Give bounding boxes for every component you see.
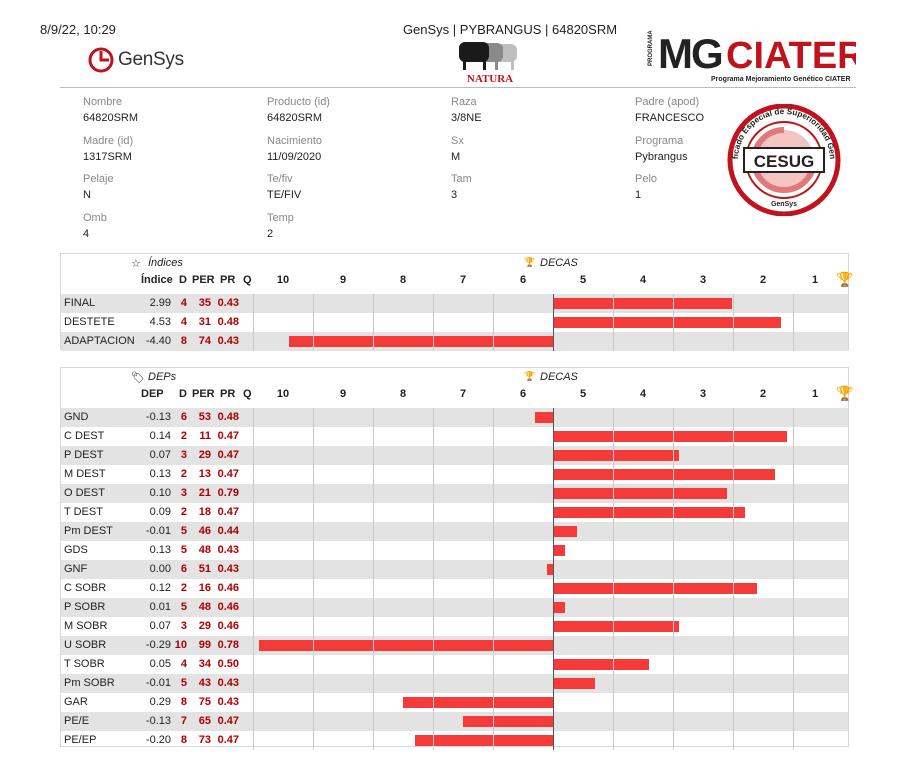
row-label: P DEST xyxy=(64,449,104,461)
row-label: P SOBR xyxy=(64,601,106,613)
deca-header: 9 xyxy=(339,274,347,286)
table-row xyxy=(61,427,848,446)
row-label: DESTETE xyxy=(64,316,115,328)
cell-per: 11 xyxy=(199,430,211,442)
table-row xyxy=(61,674,848,693)
info-label: Tam xyxy=(451,173,472,185)
grid-line xyxy=(793,408,794,750)
deca-bar xyxy=(553,545,565,556)
column-header: PR xyxy=(220,388,236,400)
cell-pr: 0.46 xyxy=(217,582,239,594)
row-label: PE/E xyxy=(64,715,90,727)
deca-bar xyxy=(553,488,727,499)
info-label: Pelaje xyxy=(83,173,114,185)
info-label: Nacimiento xyxy=(267,134,323,147)
info-field xyxy=(635,135,688,163)
info-label: Sx xyxy=(451,134,464,147)
deca-header: 4 xyxy=(639,388,647,400)
cell-d: 5 xyxy=(180,525,187,537)
gold-trophy-icon: 🏆 xyxy=(836,385,854,401)
row-label: U SOBR xyxy=(64,639,107,651)
info-field xyxy=(83,135,133,163)
info-value: TE/FIV xyxy=(267,189,302,201)
column-header: PER xyxy=(192,388,215,400)
info-label: Raza xyxy=(451,96,477,108)
info-label: Nombre xyxy=(83,96,123,108)
grid-line xyxy=(553,294,554,351)
deca-header: 8 xyxy=(399,388,407,400)
info-field xyxy=(451,135,464,163)
cell-pr: 0.46 xyxy=(217,620,239,632)
info-field xyxy=(267,135,322,163)
column-header: Índice xyxy=(141,274,173,286)
deca-header: 10 xyxy=(276,274,290,286)
info-field xyxy=(267,96,330,124)
cell-d: 2 xyxy=(180,430,187,442)
deca-header: 2 xyxy=(759,388,767,400)
cell-d: 4 xyxy=(180,658,187,670)
info-field xyxy=(451,96,482,124)
table-row xyxy=(61,541,848,560)
cell-d: 2 xyxy=(180,506,187,518)
section-label: DEPs xyxy=(148,371,177,383)
ciater-programa: PROGRAMA xyxy=(648,30,654,66)
cell-per: 65 xyxy=(198,715,211,727)
cell-per: 31 xyxy=(198,316,211,328)
cell-per: 51 xyxy=(198,563,211,575)
deca-bar xyxy=(553,298,732,309)
grid-line xyxy=(733,408,734,750)
cell-value: 0.13 xyxy=(149,544,171,556)
cell-value: -0.13 xyxy=(145,411,171,423)
grid-line xyxy=(373,294,374,351)
gold-trophy-icon: 🏆 xyxy=(836,271,854,287)
deca-bar xyxy=(553,621,679,632)
info-label: Padre (apod) xyxy=(635,96,700,108)
cell-d: 6 xyxy=(180,411,187,423)
table-row xyxy=(61,332,848,351)
cell-pr: 0.46 xyxy=(217,601,239,613)
row-label: C DEST xyxy=(64,430,105,442)
tag-icon: 🏷 xyxy=(131,372,145,384)
deca-header: 9 xyxy=(339,388,347,400)
info-value: 64820SRM xyxy=(83,112,139,124)
deca-bar xyxy=(553,526,577,537)
cell-d: 2 xyxy=(180,582,187,594)
grid-line xyxy=(313,408,314,750)
column-header: Q xyxy=(243,388,252,400)
deca-bar xyxy=(553,469,775,480)
cell-per: 73 xyxy=(198,734,211,746)
cell-value: -0.13 xyxy=(145,715,171,727)
deca-header: 6 xyxy=(519,388,527,400)
ciater-logo xyxy=(646,26,856,84)
grid-line xyxy=(613,408,614,750)
info-value: 1317SRM xyxy=(83,150,132,163)
deca-header: 5 xyxy=(579,274,587,286)
cell-value: -0.01 xyxy=(145,525,171,537)
gensys-logo xyxy=(88,46,184,74)
grid-line xyxy=(373,408,374,750)
cell-per: 53 xyxy=(198,411,211,423)
cell-d: 3 xyxy=(180,487,187,499)
info-value: 3/8NE xyxy=(451,112,482,124)
natura-wordmark: NATURA xyxy=(466,73,514,84)
info-value: FRANCESCO xyxy=(635,112,705,124)
cell-value: 0.01 xyxy=(149,601,171,613)
info-value: M xyxy=(451,150,461,163)
row-label: M SOBR xyxy=(64,620,108,632)
cell-per: 99 xyxy=(198,639,211,651)
cell-per: 48 xyxy=(198,544,211,556)
deca-header: 1 xyxy=(811,388,819,400)
info-field xyxy=(267,173,301,201)
cell-pr: 0.43 xyxy=(217,696,239,708)
cell-d: 2 xyxy=(180,468,187,480)
table-row xyxy=(61,560,848,579)
deca-header: 7 xyxy=(459,274,467,286)
info-value: 4 xyxy=(83,227,90,240)
cell-pr: 0.43 xyxy=(217,297,239,309)
cesug-seal xyxy=(724,104,844,216)
deca-bar xyxy=(553,678,595,689)
decas-label: DECAS xyxy=(540,257,578,269)
cell-value: -4.40 xyxy=(145,335,171,347)
cell-per: 46 xyxy=(198,525,211,537)
cell-d: 7 xyxy=(180,715,187,727)
cell-d: 6 xyxy=(180,563,187,575)
deca-bar xyxy=(553,450,679,461)
cell-per: 16 xyxy=(198,582,211,594)
table-row xyxy=(61,636,848,655)
row-label: FINAL xyxy=(64,297,96,309)
info-field xyxy=(267,212,294,240)
grid-line xyxy=(613,294,614,351)
cell-pr: 0.43 xyxy=(217,335,239,347)
info-field xyxy=(451,173,472,201)
deca-header: 6 xyxy=(519,274,527,286)
grid-line xyxy=(793,294,794,351)
cell-pr: 0.48 xyxy=(217,316,239,328)
cell-d: 8 xyxy=(180,696,187,708)
grid-line xyxy=(433,408,434,750)
cell-pr: 0.47 xyxy=(217,468,239,480)
table-row xyxy=(61,522,848,541)
row-label: Pm SOBR xyxy=(64,677,115,689)
cell-value: 0.10 xyxy=(149,487,171,499)
gensys-icon xyxy=(88,47,114,73)
cell-value: 0.05 xyxy=(149,658,171,670)
cell-pr: 0.78 xyxy=(217,639,239,651)
deca-header: 2 xyxy=(759,274,767,286)
cell-d: 5 xyxy=(180,601,187,613)
cell-per: 74 xyxy=(198,335,211,347)
info-field xyxy=(83,173,114,201)
deca-header: 3 xyxy=(699,274,707,286)
row-label: M DEST xyxy=(64,468,106,480)
cell-pr: 0.47 xyxy=(217,430,239,442)
ciater-mg: MG xyxy=(658,30,722,77)
cell-value: 4.53 xyxy=(149,316,171,328)
cell-pr: 0.47 xyxy=(217,734,239,746)
deca-bar xyxy=(403,697,553,708)
cell-per: 35 xyxy=(198,297,211,309)
table-row xyxy=(61,446,848,465)
row-label: T SOBR xyxy=(64,658,105,670)
info-value: 2 xyxy=(267,227,274,240)
deca-bar xyxy=(553,602,565,613)
cell-d: 8 xyxy=(180,734,187,746)
cell-value: -0.01 xyxy=(145,677,171,689)
cell-pr: 0.47 xyxy=(217,506,239,518)
info-value: 1 xyxy=(635,189,642,201)
cell-pr: 0.48 xyxy=(217,411,239,423)
cesug-text: CESUG xyxy=(753,152,815,171)
gensys-wordmark: GenSys xyxy=(118,49,184,70)
grid-line xyxy=(493,294,494,351)
cell-d: 8 xyxy=(180,335,187,347)
row-label: PE/EP xyxy=(64,734,97,746)
column-header: PER xyxy=(192,274,215,286)
grid-line xyxy=(253,408,254,750)
cell-value: 2.99 xyxy=(149,297,171,309)
cell-per: 75 xyxy=(198,696,211,708)
print-datetime: 8/9/22, 10:29 xyxy=(40,22,116,37)
info-value: 11/09/2020 xyxy=(267,150,322,163)
section-label: Índices xyxy=(148,257,183,269)
table-row xyxy=(61,465,848,484)
column-header: Q xyxy=(243,274,252,286)
deps-table xyxy=(60,367,854,747)
cell-per: 43 xyxy=(198,677,211,689)
info-value: N xyxy=(83,189,91,201)
row-label: Pm DEST xyxy=(64,525,113,537)
deca-bar xyxy=(415,735,553,746)
cesug-bottom-text: GenSys xyxy=(770,201,798,208)
table-row xyxy=(61,617,848,636)
deca-bar xyxy=(553,431,787,442)
deca-bar xyxy=(463,716,553,727)
info-field xyxy=(83,96,138,124)
cell-per: 48 xyxy=(198,601,211,613)
cell-pr: 0.43 xyxy=(217,677,239,689)
cell-per: 34 xyxy=(198,658,211,670)
table-row xyxy=(61,408,848,427)
page-title: GenSys | PYBRANGUS | 64820SRM xyxy=(402,22,618,37)
grid-line xyxy=(313,294,314,351)
cell-per: 21 xyxy=(198,487,211,499)
cell-d: 3 xyxy=(180,449,187,461)
info-label: Omb xyxy=(83,211,107,224)
table-row xyxy=(61,655,848,674)
table-row xyxy=(61,598,848,617)
grid-line xyxy=(433,294,434,351)
cell-pr: 0.79 xyxy=(217,487,239,499)
deca-bar xyxy=(553,659,649,670)
info-label: Te/fiv xyxy=(267,173,293,185)
row-label: ADAPTACION xyxy=(64,335,135,347)
cell-per: 13 xyxy=(198,468,211,480)
row-label: GND xyxy=(64,411,89,423)
grid-line xyxy=(553,408,554,750)
info-label: Pelo xyxy=(635,173,658,185)
indices-table xyxy=(60,253,854,350)
deca-header: 5 xyxy=(579,388,587,400)
info-label: Temp xyxy=(267,211,294,224)
cell-pr: 0.43 xyxy=(217,544,239,556)
table-row xyxy=(61,313,848,332)
deca-bar xyxy=(553,317,781,328)
cell-value: 0.14 xyxy=(149,430,171,442)
cell-value: 0.12 xyxy=(149,582,171,594)
cell-value: -0.29 xyxy=(145,639,171,651)
deca-bar xyxy=(553,583,757,594)
deca-header: 4 xyxy=(639,274,647,286)
deca-header: 10 xyxy=(276,388,290,400)
cell-pr: 0.47 xyxy=(217,449,239,461)
cell-d: 10 xyxy=(174,639,187,651)
table-row xyxy=(61,579,848,598)
table-row xyxy=(61,503,848,522)
row-label: O DEST xyxy=(64,487,105,499)
cell-pr: 0.47 xyxy=(217,715,239,727)
deca-header: 3 xyxy=(699,388,707,400)
row-label: GNF xyxy=(64,563,88,575)
table-row xyxy=(61,484,848,503)
column-header: PR xyxy=(220,274,236,286)
table-row xyxy=(61,731,848,750)
cell-per: 29 xyxy=(198,449,211,461)
info-value: 64820SRM xyxy=(267,112,323,124)
info-value: 3 xyxy=(451,189,458,201)
table-row xyxy=(61,712,848,731)
row-label: GAR xyxy=(64,696,88,708)
header-divider xyxy=(60,87,856,88)
cell-d: 5 xyxy=(180,544,187,556)
cell-value: 0.00 xyxy=(149,563,171,575)
info-label: Producto (id) xyxy=(267,96,330,108)
star-icon: ☆ xyxy=(131,258,141,270)
table-row xyxy=(61,294,848,313)
cell-pr: 0.50 xyxy=(217,658,239,670)
cell-d: 4 xyxy=(180,316,187,328)
column-header: D xyxy=(179,388,187,400)
deca-header: 1 xyxy=(811,274,819,286)
grid-line xyxy=(493,408,494,750)
grid-line xyxy=(673,408,674,750)
row-label: GDS xyxy=(64,544,88,556)
cell-value: 0.29 xyxy=(149,696,171,708)
decas-label: DECAS xyxy=(540,371,578,383)
cell-value: 0.07 xyxy=(149,620,171,632)
info-field xyxy=(635,96,704,124)
ciater-name: CIATER xyxy=(726,35,856,77)
info-value: Pybrangus xyxy=(635,150,688,163)
cell-per: 18 xyxy=(198,506,211,518)
cesug-ring-text: ficado Especial de Superioridad Gen xyxy=(730,106,838,160)
cell-pr: 0.44 xyxy=(217,525,239,537)
row-label: T DEST xyxy=(64,506,103,518)
trophy-icon: 🏆 xyxy=(524,371,536,381)
cell-d: 3 xyxy=(180,620,187,632)
deca-header: 8 xyxy=(399,274,407,286)
grid-line xyxy=(673,294,674,351)
info-field xyxy=(83,212,107,240)
deca-bar xyxy=(289,336,553,347)
info-label: Programa xyxy=(635,134,684,147)
cell-value: 0.09 xyxy=(149,506,171,518)
table-row xyxy=(61,693,848,712)
grid-line xyxy=(253,294,254,351)
trophy-icon: 🏆 xyxy=(524,257,536,267)
row-label: C SOBR xyxy=(64,582,107,594)
cell-value: 0.13 xyxy=(149,468,171,480)
ciater-subtitle: Programa Mejoramiento Genético CIATER xyxy=(711,76,851,83)
cell-value: 0.07 xyxy=(149,449,171,461)
cell-per: 29 xyxy=(198,620,211,632)
column-header: D xyxy=(179,274,187,286)
cell-value: -0.20 xyxy=(145,734,171,746)
deca-bar xyxy=(535,412,553,423)
deca-bar xyxy=(259,640,553,651)
natura-logo xyxy=(455,38,525,84)
deca-bar xyxy=(553,507,745,518)
column-header: DEP xyxy=(141,388,164,400)
cell-d: 5 xyxy=(180,677,187,689)
info-label: Madre (id) xyxy=(83,134,134,147)
info-field xyxy=(635,173,657,201)
grid-line xyxy=(733,294,734,351)
cell-pr: 0.43 xyxy=(217,563,239,575)
deca-header: 7 xyxy=(459,388,467,400)
cell-d: 4 xyxy=(180,297,187,309)
